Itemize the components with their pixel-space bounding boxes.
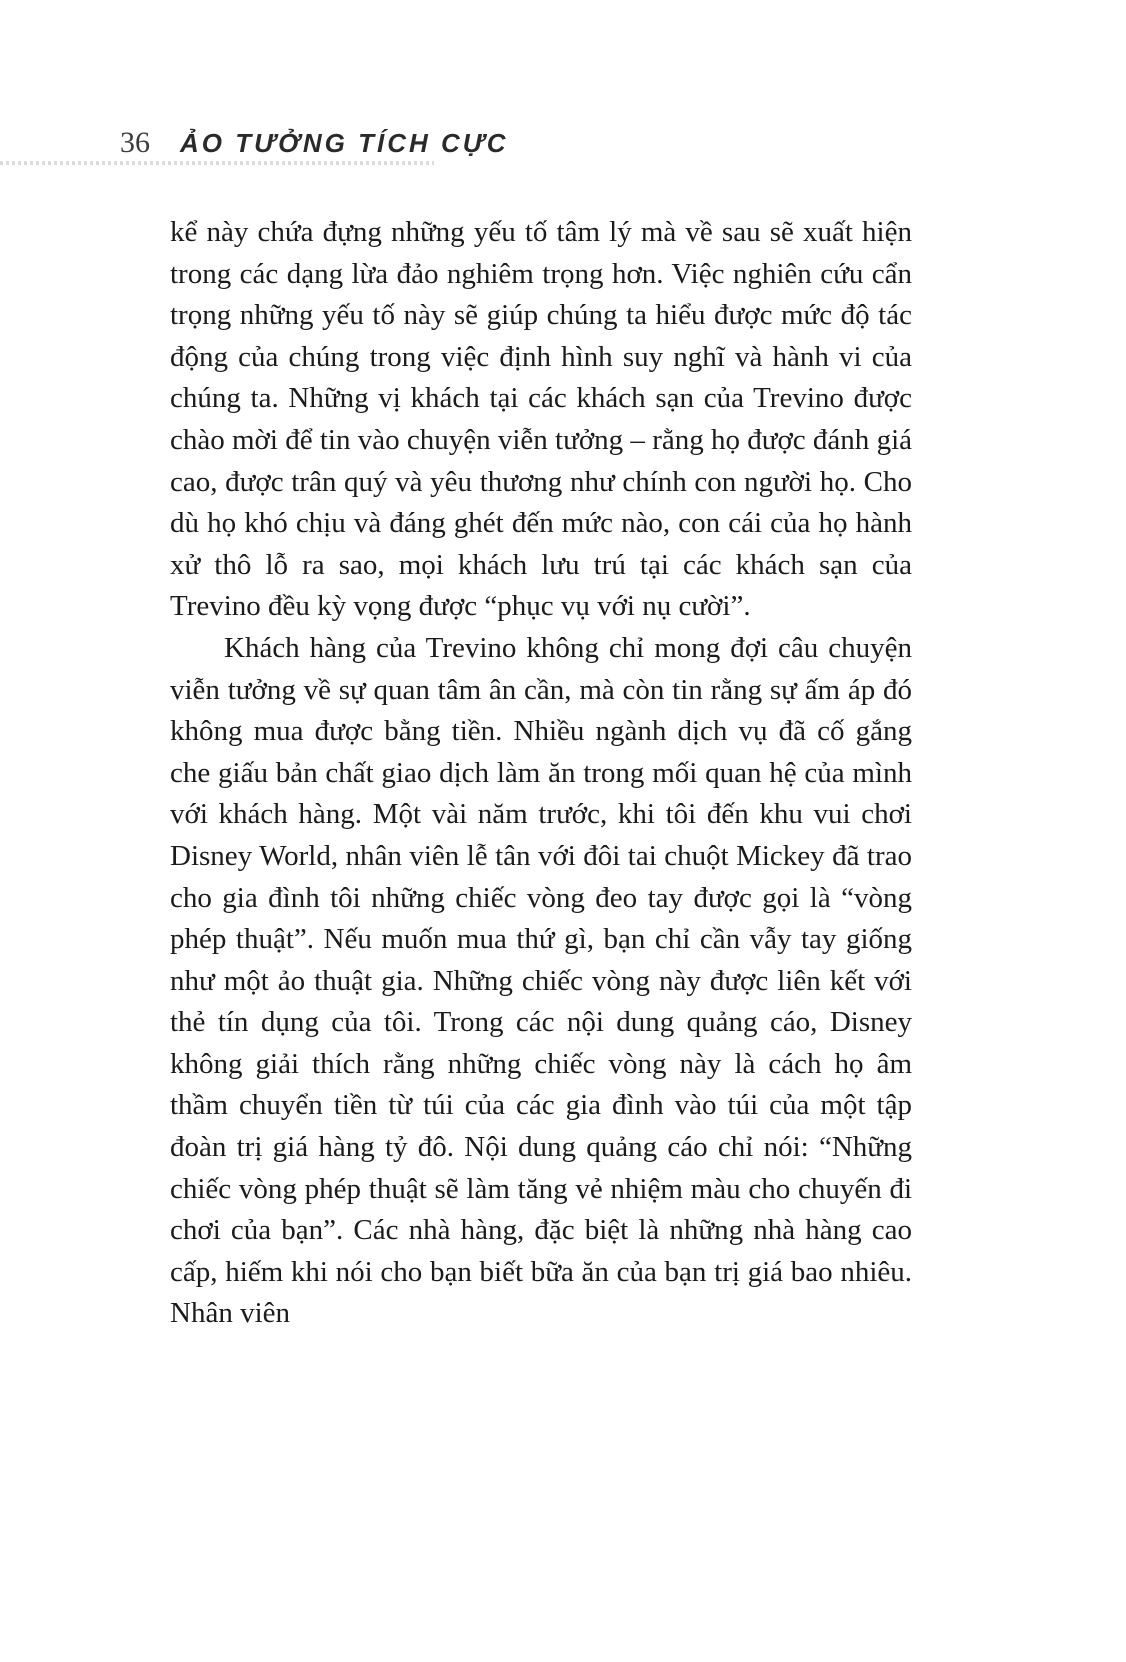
page-number: 36	[120, 126, 150, 159]
page-header	[120, 126, 509, 160]
paragraph: Khách hàng của Trevino không chỉ mong đợi câu chuyện viễn tưởng về sự quan tâm ân cần, mà còn tin rằng sự ấm áp đó không mua được bằng tiền. Nhiều ngành dịch vụ đã cố gắng che giấu bản chất giao dịch làm ăn trong mối quan hệ của mình với khách hàng. Một vài năm trước, khi tôi đến khu vui chơi Disney World, nhân viên lễ tân với đôi tai chuột Mickey đã trao cho gia đình tôi những chiếc vòng đeo tay được gọi là “vòng phép thuật”. Nếu muốn mua thứ gì, bạn chỉ cần vẫy tay giống như một ảo thuật gia. Những chiếc vòng này được liên kết với thẻ tín dụng của tôi. Trong các nội dung quảng cáo, Disney không giải thích rằng những chiếc vòng này là cách họ âm thầm chuyển tiền từ túi của các gia đình vào túi của một tập đoàn trị giá hàng tỷ đô. Nội dung quảng cáo chỉ nói: “Những chiếc vòng phép thuật sẽ làm tăng vẻ nhiệm màu cho chuyến đi chơi của bạn”. Các nhà hàng, đặc biệt là những nhà hàng cao cấp, hiếm khi nói cho bạn biết bữa ăn của bạn trị giá bao nhiêu. Nhân viên	[170, 631, 912, 1330]
body-text	[170, 212, 912, 1335]
header-divider	[0, 161, 434, 165]
running-head-title: ẢO TƯỞNG TÍCH CỰC	[180, 128, 509, 158]
paragraph: kể này chứa đựng những yếu tố tâm lý mà về sau sẽ xuất hiện trong các dạng lừa đảo nghiêm trọng hơn. Việc nghiên cứu cẩn trọng những yếu tố này sẽ giúp chúng ta hiểu được mức độ tác động của chúng trong việc định hình suy nghĩ và hành vi của chúng ta. Những vị khách tại các khách sạn của Trevino được chào mời để tin vào chuyện viễn tưởng – rằng họ được đánh giá cao, được trân quý và yêu thương như chính con người họ. Cho dù họ khó chịu và đáng ghét đến mức nào, con cái của họ hành xử thô lỗ ra sao, mọi khách lưu trú tại các khách sạn của Trevino đều kỳ vọng được “phục vụ với nụ cười”.	[170, 216, 912, 623]
